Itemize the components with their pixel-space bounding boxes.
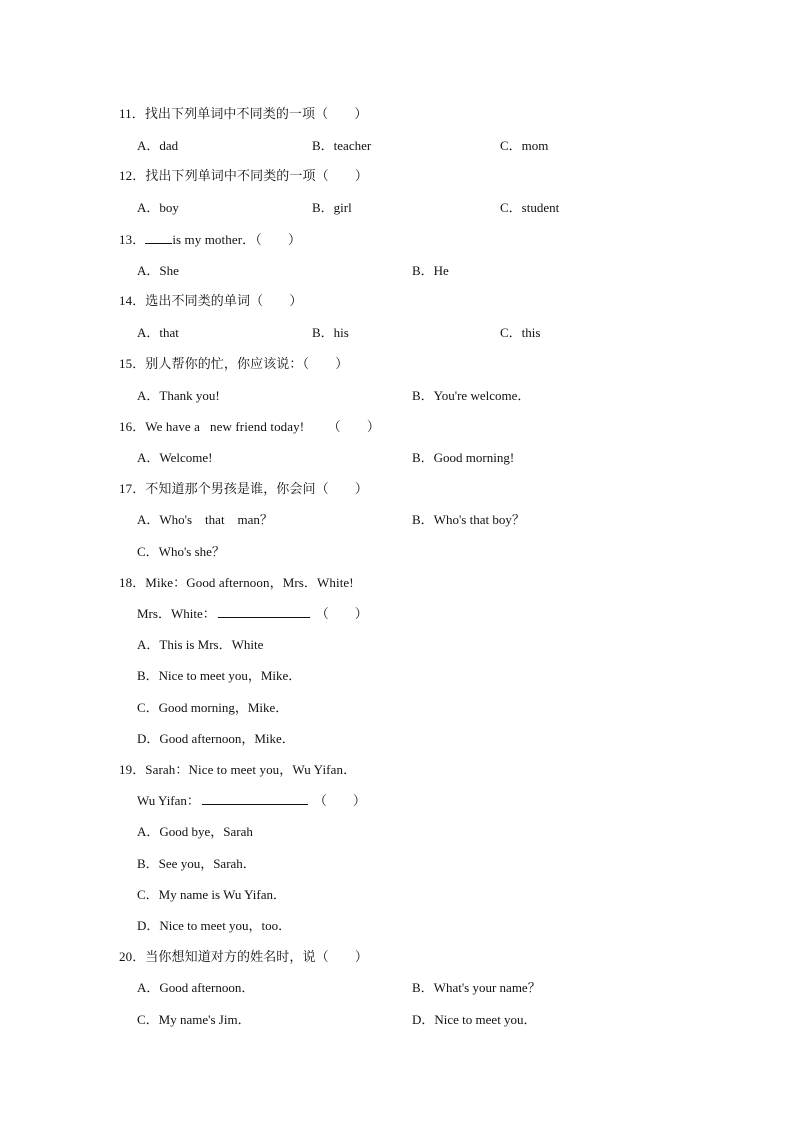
question-15: 15．别人帮你的忙，你应该说：（ ） (119, 356, 349, 371)
q13-blank (145, 242, 172, 244)
q18-speaker: Mrs．White： (137, 606, 216, 621)
q12-option-c: C．student (500, 200, 560, 215)
q19-answer-line (137, 790, 366, 809)
q19-option-d: D．Nice to meet you，too． (137, 918, 292, 933)
q14-option-c: C．this (500, 325, 541, 340)
q19-blank (202, 803, 308, 805)
q13-option-a: A．She (137, 263, 179, 278)
q19-paren: （ ） (313, 793, 366, 808)
question-12: 12．找出下列单词中不同类的一项（ ） (119, 168, 369, 183)
q18-answer-line (137, 603, 368, 622)
q19-option-b: B．See you，Sarah． (137, 856, 256, 871)
q12-option-a: A．boy (137, 200, 179, 215)
question-20: 20．当你想知道对方的姓名时，说（ ） (119, 949, 369, 964)
q12-option-b: B．girl (312, 200, 352, 215)
q15-option-b: B．You're welcome． (412, 388, 531, 403)
question-13 (119, 229, 301, 248)
q14-option-a: A．that (137, 325, 179, 340)
question-19: 19．Sarah：Nice to meet you，Wu Yifan． (119, 762, 357, 777)
question-14: 14．选出不同类的单词（ ） (119, 293, 303, 308)
question-16: 16．We have a new friend today! （ ） (119, 419, 381, 434)
q19-option-a: A．Good bye，Sarah (137, 824, 253, 839)
q18-option-a: A．This is Mrs．White (137, 637, 264, 652)
q17-option-b: B．Who's that boy？ (412, 512, 525, 527)
q19-option-c: C．My name is Wu Yifan． (137, 887, 286, 902)
q18-paren: （ ） (315, 606, 368, 621)
q19-speaker: Wu Yifan： (137, 793, 200, 808)
q17-option-c: C．Who's she？ (137, 544, 225, 559)
question-17: 17．不知道那个男孩是谁，你会问（ ） (119, 481, 369, 496)
q20-option-d: D．Nice to meet you． (412, 1012, 537, 1027)
q11-option-c: C．mom (500, 138, 549, 153)
q11-option-a: A．dad (137, 138, 179, 153)
q13-number: 13． (119, 232, 146, 247)
q13-option-b: B．He (412, 263, 449, 278)
q20-option-b: B．What's your name？ (412, 980, 541, 995)
q18-option-d: D．Good afternoon，Mike． (137, 731, 295, 746)
q18-blank (218, 616, 310, 618)
q16-option-b: B．Good morning! (412, 450, 515, 465)
question-18: 18．Mike：Good afternoon，Mrs．White! (119, 575, 354, 590)
q11-option-b: B．teacher (312, 138, 372, 153)
q16-option-a: A．Welcome! (137, 450, 213, 465)
q18-option-b: B．Nice to meet you，Mike． (137, 668, 302, 683)
q20-option-c: C．My name's Jim． (137, 1012, 251, 1027)
q13-text: is my mother．（ ） (172, 232, 302, 247)
q17-option-a: A．Who's that man？ (137, 512, 273, 527)
question-11: 11．找出下列单词中不同类的一项（ ） (119, 106, 368, 121)
q20-option-a: A．Good afternoon． (137, 980, 255, 995)
q18-option-c: C．Good morning，Mike． (137, 700, 289, 715)
q14-option-b: B．his (312, 325, 349, 340)
q15-option-a: A．Thank you! (137, 388, 220, 403)
